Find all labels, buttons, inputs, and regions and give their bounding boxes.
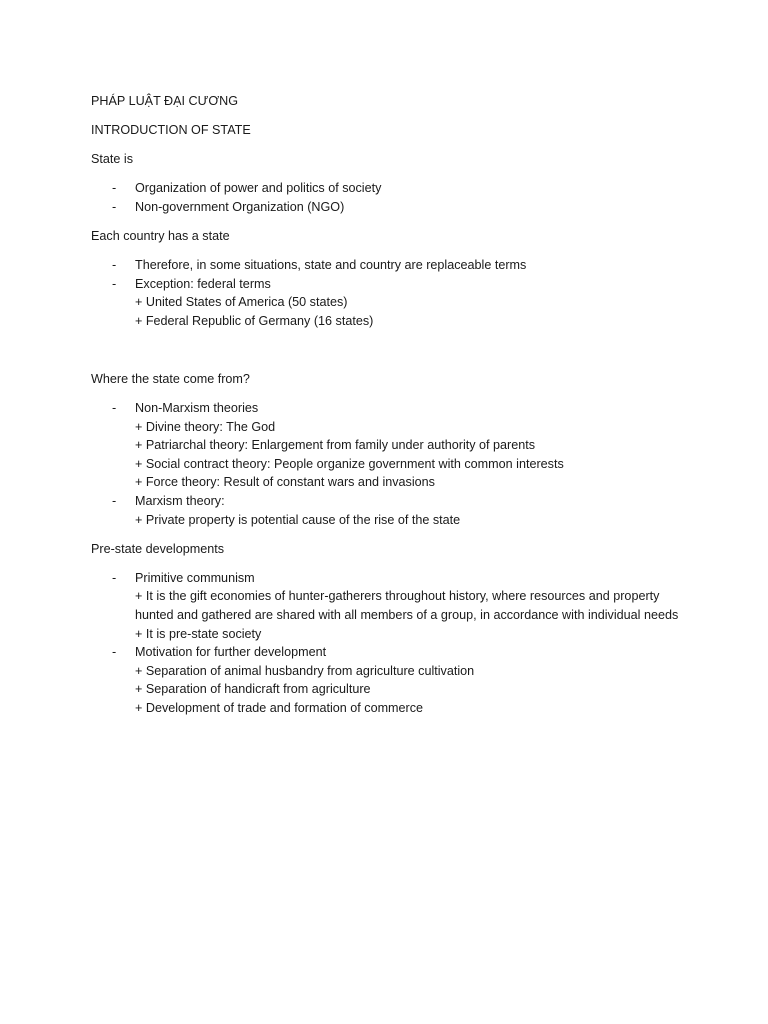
dash-bullet: - bbox=[112, 199, 117, 214]
list-item bbox=[91, 492, 691, 529]
dash-bullet: - bbox=[112, 570, 117, 585]
list-item bbox=[91, 198, 691, 217]
list-item-text: Therefore, in some situations, state and country are replaceable terms bbox=[135, 258, 527, 273]
document-body bbox=[91, 92, 691, 728]
dash-bullet: - bbox=[112, 276, 117, 291]
sub-item: + Social contract theory: People organize government with common interests bbox=[135, 456, 564, 471]
each-country-list bbox=[91, 256, 691, 330]
list-item bbox=[91, 643, 691, 717]
list-item bbox=[91, 256, 691, 275]
list-item bbox=[91, 179, 691, 198]
sub-item: + It is pre-state society bbox=[135, 626, 262, 641]
pre-state-list bbox=[91, 569, 691, 718]
sub-item: + Force theory: Result of constant wars and invasions bbox=[135, 475, 435, 490]
list-item-text: Motivation for further development bbox=[135, 645, 327, 660]
dash-bullet: - bbox=[112, 181, 117, 196]
sub-item: + It is the gift economies of hunter-gatherers throughout history, where resources and property hunted and gathered are shared with all members of a group, in accordance with individual needs bbox=[135, 589, 679, 622]
pre-state-label: Pre-state developments bbox=[91, 541, 225, 556]
origin-label: Where the state come from? bbox=[91, 371, 250, 386]
sub-item: + Federal Republic of Germany (16 states) bbox=[135, 313, 374, 328]
sub-item: + Divine theory: The God bbox=[135, 419, 276, 434]
list-item bbox=[91, 569, 691, 643]
each-country-label: Each country has a state bbox=[91, 228, 230, 243]
list-item-text: Primitive communism bbox=[135, 570, 255, 585]
sub-item: + Development of trade and formation of commerce bbox=[135, 700, 424, 715]
sub-item: + Private property is potential cause of the rise of the state bbox=[135, 512, 461, 527]
sub-item: + Separation of handicraft from agriculture bbox=[135, 682, 371, 697]
dash-bullet: - bbox=[112, 258, 117, 273]
blank-spacer bbox=[91, 341, 691, 370]
list-item bbox=[91, 399, 691, 492]
sub-item: + United States of America (50 states) bbox=[135, 295, 348, 310]
list-item-text: Non-government Organization (NGO) bbox=[135, 199, 345, 214]
section-heading: INTRODUCTION OF STATE bbox=[91, 123, 251, 138]
document-title: PHÁP LUẬT ĐẠI CƯƠNG bbox=[91, 94, 239, 108]
state-is-label: State is bbox=[91, 152, 133, 167]
list-item-text: Exception: federal terms bbox=[135, 276, 271, 291]
list-item-text: Marxism theory: bbox=[135, 494, 225, 508]
state-is-list bbox=[91, 179, 691, 216]
list-item bbox=[91, 275, 691, 331]
sub-item: + Patriarchal theory: Enlargement from family under authority of parents bbox=[135, 438, 536, 453]
dash-bullet: - bbox=[112, 645, 117, 660]
sub-item: + Separation of animal husbandry from agriculture cultivation bbox=[135, 663, 475, 678]
list-item-text: Organization of power and politics of society bbox=[135, 181, 382, 196]
list-item-text: Non-Marxism theories bbox=[135, 401, 259, 416]
dash-bullet: - bbox=[112, 494, 117, 508]
dash-bullet: - bbox=[112, 401, 117, 416]
origin-list bbox=[91, 399, 691, 529]
